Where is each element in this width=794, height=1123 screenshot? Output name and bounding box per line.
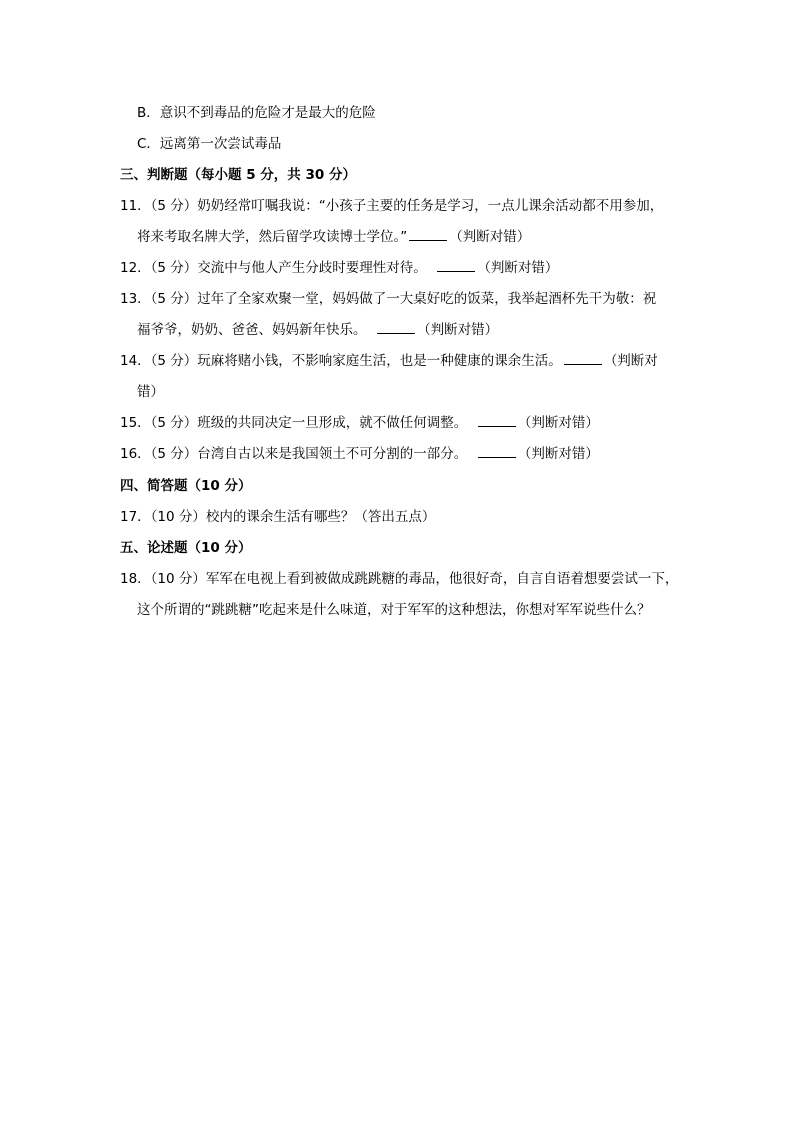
- option-b: B．意识不到毒品的危险才是最大的危险: [137, 105, 376, 121]
- question-13-suffix: （判断对错）: [417, 322, 499, 338]
- question-11-line1: 11．（5 分）奶奶经常叮嘱我说：“小孩子主要的任务是学习，一点儿课余活动都不用参加，: [120, 198, 664, 214]
- question-12-text: 12．（5 分）交流中与他人产生分歧时要理性对待。: [120, 260, 427, 276]
- question-17: 17．（10 分）校内的课余生活有哪些？（答出五点）: [120, 509, 436, 525]
- answer-blank-11[interactable]: [409, 228, 447, 241]
- question-14-line1: [120, 352, 658, 370]
- question-15: [120, 414, 599, 432]
- section-4-title: 四、简答题（10 分）: [120, 478, 252, 494]
- question-14-suffix: （判断对: [603, 353, 658, 369]
- question-13-line2: [137, 321, 498, 339]
- answer-blank-14[interactable]: [564, 352, 602, 365]
- question-12-suffix: （判断对错）: [477, 260, 559, 276]
- question-16-text: 16．（5 分）台湾自古以来是我国领土不可分割的一部分。: [120, 446, 468, 462]
- section-3-title: 三、判断题（每小题 5 分，共 30 分）: [120, 167, 356, 183]
- answer-blank-12[interactable]: [437, 259, 475, 272]
- question-11-suffix: （判断对错）: [449, 229, 531, 245]
- question-18-line1: 18．（10 分）军军在电视上看到被做成跳跳糖的毒品，他很好奇，自言自语着想要尝试一下，: [120, 571, 679, 587]
- question-18-line2: 这个所谓的“跳跳糖”吃起来是什么味道，对于军军的这种想法，你想对军军说些什么？: [137, 602, 651, 618]
- question-13-text: 福爷爷，奶奶、爸爸、妈妈新年快乐。: [137, 322, 367, 338]
- question-15-text: 15．（5 分）班级的共同决定一旦形成，就不做任何调整。: [120, 415, 468, 431]
- question-14-text: 14．（5 分）玩麻将赌小钱，不影响家庭生活，也是一种健康的课余生活。: [120, 353, 562, 369]
- question-14-line2: 错）: [137, 384, 164, 400]
- question-16-suffix: （判断对错）: [517, 446, 599, 462]
- answer-blank-16[interactable]: [478, 445, 516, 458]
- question-16: [120, 445, 599, 463]
- question-13-line1: 13．（5 分）过年了全家欢聚一堂，妈妈做了一大桌好吃的饭菜，我举起酒杯先干为敬：祝: [120, 291, 657, 307]
- question-15-suffix: （判断对错）: [517, 415, 599, 431]
- section-5-title: 五、论述题（10 分）: [120, 540, 252, 556]
- question-11-text: 将来考取名牌大学，然后留学攻读博士学位。”: [137, 229, 408, 245]
- question-12: [120, 259, 558, 277]
- answer-blank-13[interactable]: [377, 321, 415, 334]
- answer-blank-15[interactable]: [478, 414, 516, 427]
- option-c: C．远离第一次尝试毒品: [137, 136, 282, 152]
- question-11-line2: [137, 228, 530, 246]
